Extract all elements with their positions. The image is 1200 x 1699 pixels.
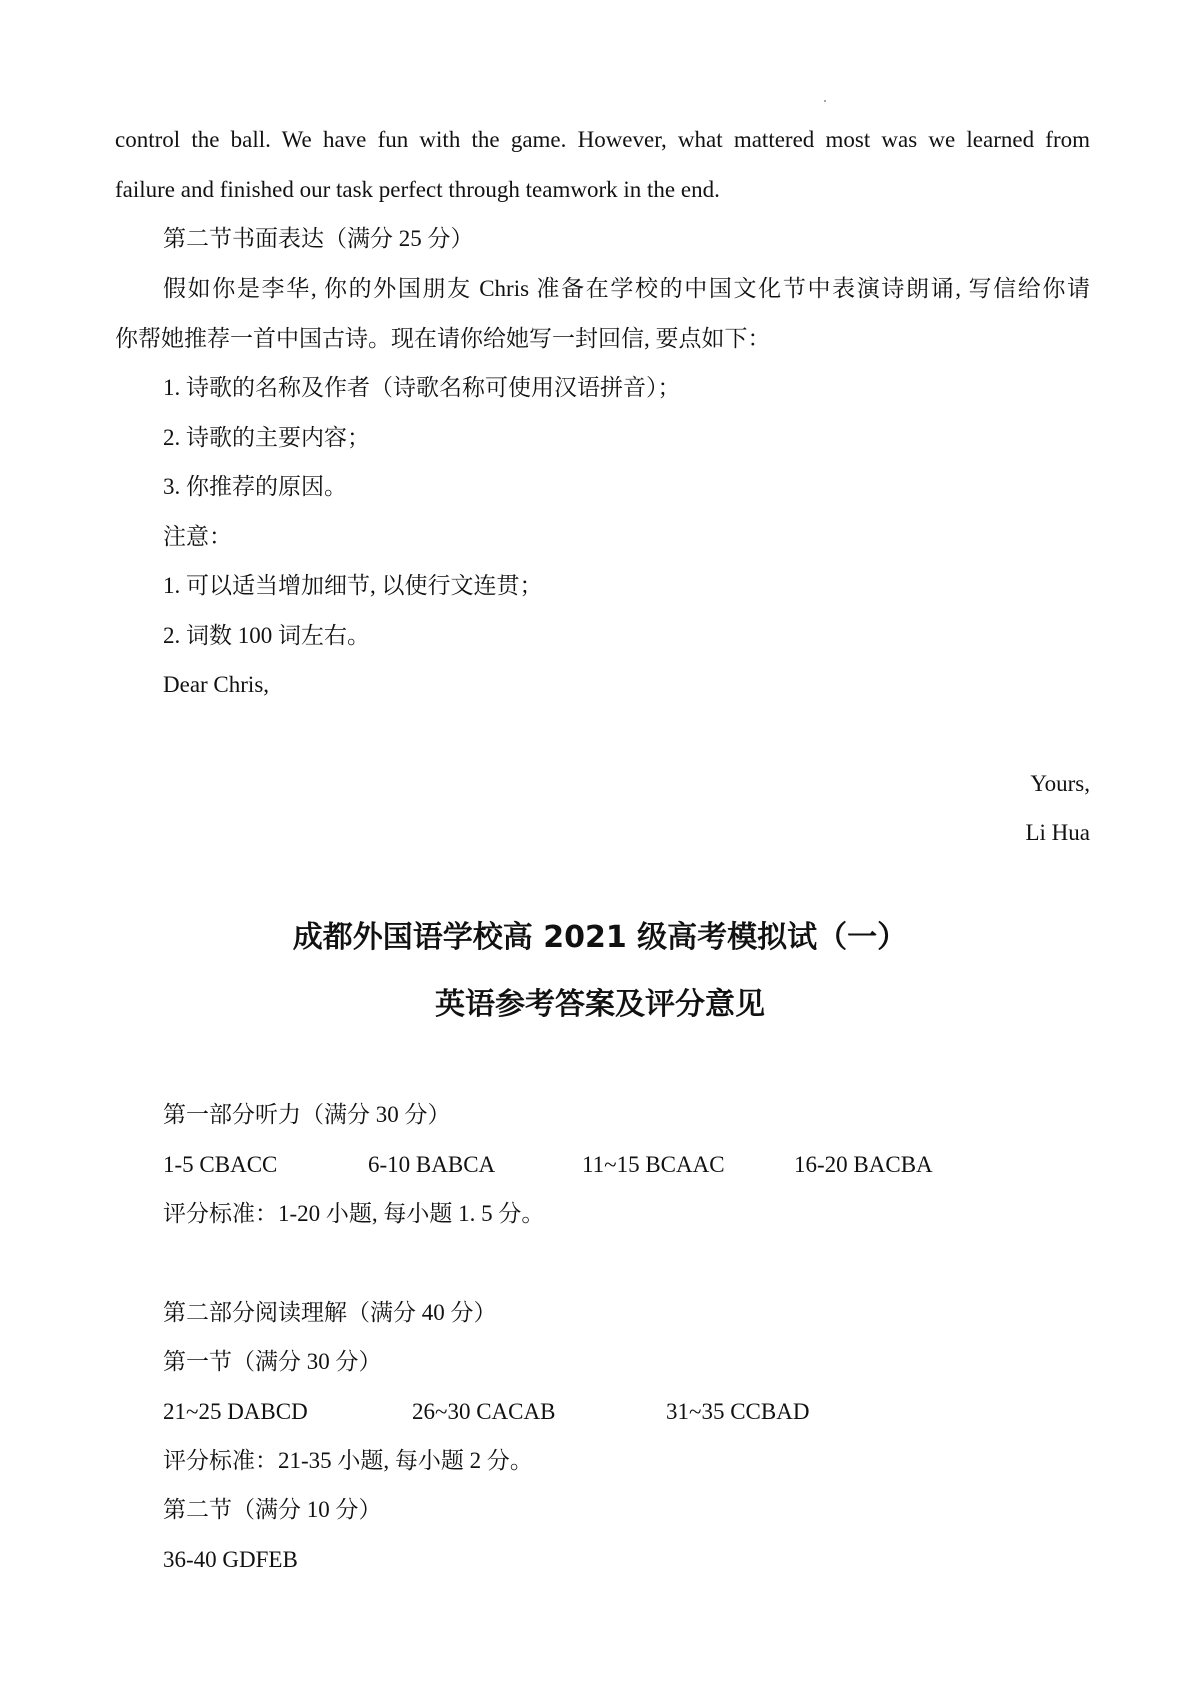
letter-signature: Li Hua bbox=[1025, 820, 1090, 845]
part1-answers-1: 1-5 CBACC bbox=[163, 1152, 278, 1177]
part1-answers-4: 16-20 BACBA bbox=[794, 1152, 933, 1177]
answer-key-subtitle: 英语参考答案及评分意见 bbox=[435, 987, 765, 1022]
part1-scoring: 评分标准：1-20 小题, 每小题 1. 5 分。 bbox=[163, 1201, 545, 1226]
writing-section-title: 第二节书面表达（满分 25 分） bbox=[163, 226, 474, 251]
letter-salutation: Dear Chris, bbox=[163, 672, 270, 697]
part2-section1-heading: 第一节（满分 30 分） bbox=[163, 1349, 382, 1374]
part2-section1-answers-2: 26~30 CACAB bbox=[412, 1399, 556, 1424]
writing-point-1: 1. 诗歌的名称及作者（诗歌名称可使用汉语拼音）； bbox=[163, 375, 681, 400]
part2-section1-scoring: 评分标准：21-35 小题, 每小题 2 分。 bbox=[163, 1448, 533, 1473]
writing-prompt-line-1: 假如你是李华, 你的外国朋友 Chris 准备在学校的中国文化节中表演诗朗诵, 写信给你请 bbox=[163, 276, 1090, 301]
note-label: 注意： bbox=[163, 524, 232, 549]
part2-section2-heading: 第二节（满分 10 分） bbox=[163, 1497, 382, 1522]
part1-answers-2: 6-10 BABCA bbox=[368, 1152, 496, 1177]
letter-closing: Yours, bbox=[1030, 771, 1090, 796]
writing-prompt-line-2: 你帮她推荐一首中国古诗。现在请你给她写一封回信, 要点如下： bbox=[115, 326, 771, 351]
paragraph-line-1: control the ball. We have fun with the game. However, what mattered most was we learned from bbox=[115, 127, 1090, 152]
part1-answers-3: 11~15 BCAAC bbox=[582, 1152, 725, 1177]
note-1: 1. 可以适当增加细节, 以使行文连贯； bbox=[163, 573, 543, 598]
answer-key-title: 成都外国语学校高 2021 级高考模拟试（一） bbox=[292, 920, 908, 955]
writing-point-2: 2. 诗歌的主要内容； bbox=[163, 425, 370, 450]
writing-point-3: 3. 你推荐的原因。 bbox=[163, 474, 347, 499]
paragraph-line-2: failure and finished our task perfect through teamwork in the end. bbox=[115, 177, 720, 202]
part2-heading: 第二部分阅读理解（满分 40 分） bbox=[163, 1300, 497, 1325]
part2-section2-answers-1: 36-40 GDFEB bbox=[163, 1547, 298, 1572]
part1-heading: 第一部分听力（满分 30 分） bbox=[163, 1102, 451, 1127]
part2-section1-answers-3: 31~35 CCBAD bbox=[666, 1399, 810, 1424]
part2-section1-answers-1: 21~25 DABCD bbox=[163, 1399, 308, 1424]
scan-speck bbox=[824, 100, 826, 102]
note-2: 2. 词数 100 词左右。 bbox=[163, 623, 370, 648]
